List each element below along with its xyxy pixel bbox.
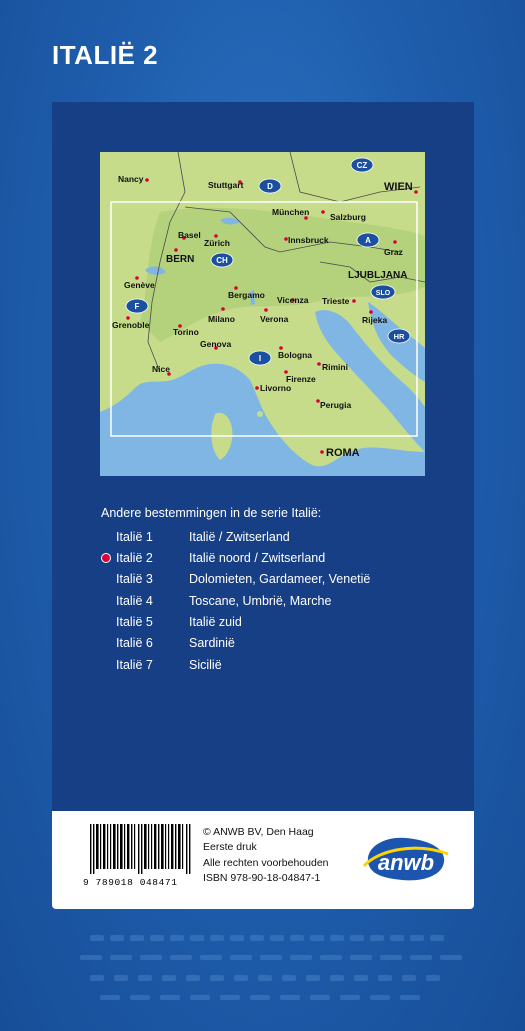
series-item-number: Italië 1 [116,530,153,544]
imprint-text [203,825,329,886]
city-label: München [272,207,310,217]
city-label: Nancy [118,174,144,184]
city-label: Zürich [204,238,230,248]
city-label: Vicenza [277,295,309,305]
imprint-edition: Eerste druk [203,841,257,854]
series-item-number: Italië 7 [116,658,153,672]
city-label: Verona [260,314,289,324]
country-code: A [365,236,371,245]
city-label: Rimini [322,362,348,372]
country-code: CZ [356,161,368,170]
country-badge-cz [351,158,373,172]
series-item [0,594,525,614]
series-item-number: Italië 6 [116,636,153,650]
city-label: Innsbruck [288,235,329,245]
city-label: Genève [124,280,155,290]
series-item-number: Italië 5 [116,615,153,629]
country-code: HR [393,332,405,341]
city-label: Basel [178,230,201,240]
city-label: WIEN [384,181,413,193]
city-label: ROMA [326,447,360,459]
city-label: Perugia [320,400,352,410]
city-label: Firenze [286,374,316,384]
country-badge-slo [371,285,395,299]
country-badge-ch [211,253,233,267]
city-label: Salzburg [330,212,366,222]
series-item [0,530,525,550]
city-label: Trieste [322,296,350,306]
city-label: LJUBLJANA [348,270,408,281]
series-item [0,636,525,656]
overview-map [100,152,425,476]
series-item-description: Italië noord / Zwitserland [189,551,326,565]
country-badge-hr [388,329,410,343]
anwb-logo [356,832,452,886]
city-label: Bologna [278,350,312,360]
city-label: Stuttgart [208,180,244,190]
city-label: BERN [166,254,195,265]
city-label: Rijeka [362,315,388,325]
city-label: Milano [208,314,235,324]
logo-text: anwb [377,850,435,875]
tyre-track-decoration [70,925,490,1015]
city-label: Torino [173,327,199,337]
country-code: F [134,302,140,311]
series-item-number: Italië 2 [116,551,153,565]
city-label: Livorno [260,383,292,393]
current-edition-marker-icon [101,553,111,563]
city-label: Genova [200,339,232,349]
country-code: CH [216,256,228,265]
imprint-copyright: © ANWB BV, Den Haag [203,826,314,838]
country-code: D [267,182,273,191]
barcode [88,824,192,874]
barcode-digits: 9 789018 048471 [83,877,178,888]
map-elba [257,411,263,417]
cover-title: ITALIË 2 [52,40,159,70]
country-badge-i [249,351,271,365]
series-item [0,658,525,678]
series-item-description: Italië zuid [189,615,242,629]
country-badge-d [259,179,281,193]
series-heading: Andere bestemmingen in de serie Italië: [101,506,322,520]
series-item-current [0,551,525,571]
country-code: I [258,354,262,363]
series-item [0,572,525,592]
city-label: Bergamo [228,290,265,300]
imprint-rights: Alle rechten voorbehouden [203,856,329,869]
series-item-description: Dolomieten, Gardameer, Venetië [189,572,371,586]
city-label: Grenoble [112,320,150,330]
series-item-number: Italië 4 [116,594,153,608]
imprint-isbn: ISBN 978-90-18-04847-1 [203,871,321,884]
series-item-description: Sardinië [189,636,235,650]
series-item-number: Italië 3 [116,572,153,586]
series-item-description: Italië / Zwitserland [189,530,290,544]
country-code: SLO [375,290,391,297]
series-item-description: Toscane, Umbrië, Marche [189,594,332,608]
city-label: Nice [152,364,170,374]
series-item-description: Sicilië [189,658,222,672]
country-badge-a [357,233,379,247]
city-label: Graz [384,247,403,257]
series-item [0,615,525,635]
country-badge-f [126,299,148,313]
